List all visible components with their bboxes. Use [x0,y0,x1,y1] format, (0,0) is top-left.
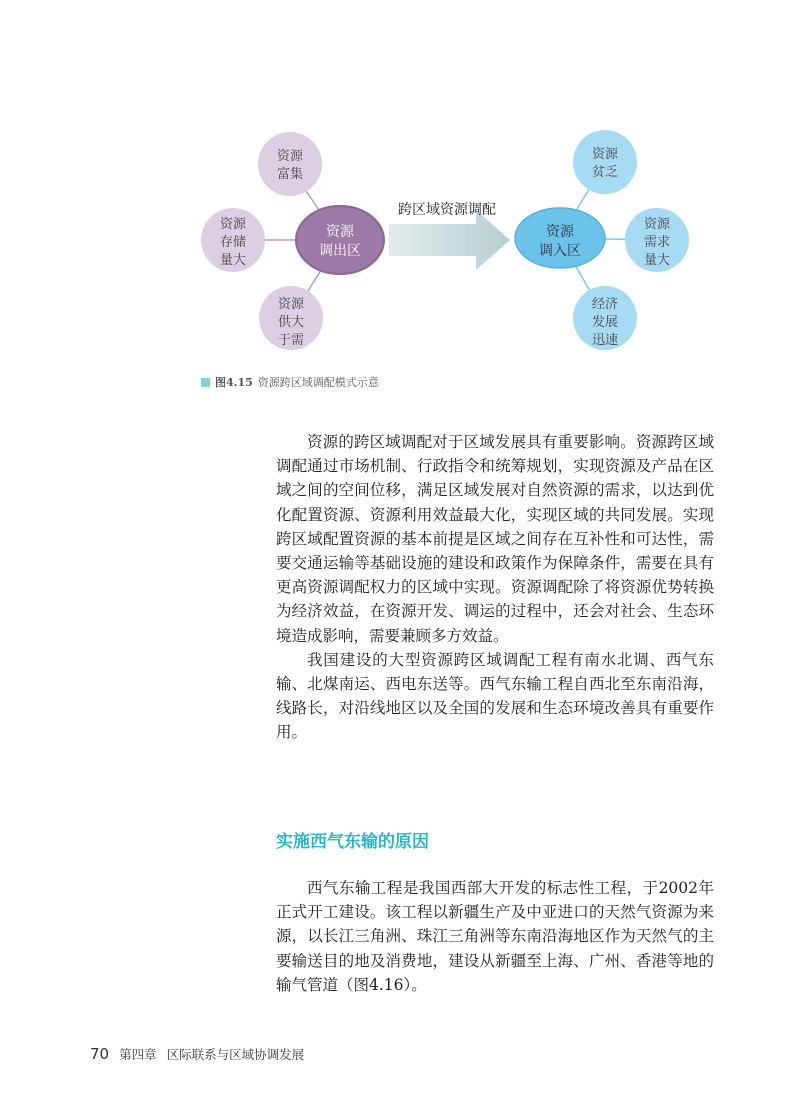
left-node-2-label-1: 资源 [219,217,247,232]
page-footer [90,1045,304,1063]
left-hub-label-2: 调出区 [319,243,361,259]
left-node-3-label-2: 供大 [277,315,305,330]
left-node-3-label-3: 于需 [277,333,305,348]
left-node-1-label-1: 资源 [276,149,304,164]
figure-number: 图4.15 [215,376,253,389]
paragraph-3: 西气东输工程是我国西部大开发的标志性工程，于2002年正式开工建设。该工程以新疆生产及中亚进口的天然气资源为来源，以长江三角洲、珠江三角洲等东南沿海地区作为天然气的主要输送目的地及消费地，建设从新疆至上海、广州、香港等地的输气管道（图4.16）。 [276,879,714,994]
right-node-1-label-2: 贫乏 [591,165,619,180]
right-node-2-label-2: 需求 [643,235,671,250]
resource-allocation-diagram [0,0,800,380]
right-hub-label-1: 资源 [546,224,574,240]
right-hub-label-2: 调入区 [539,243,581,259]
section-title: 实施西气东输的原因 [276,832,429,852]
left-node-1-label-2: 富集 [276,167,304,182]
right-node-1-label-1: 资源 [591,147,619,162]
paragraph-2: 我国建设的大型资源跨区域调配工程有南水北调、西气东输、北煤南运、西电东送等。西气东输工程自西北至东南沿海，线路长，对沿线地区以及全国的发展和生态环境改善具有重要作用。 [276,650,714,742]
right-node-1 [573,130,637,194]
left-hub-label-1: 资源 [326,224,354,240]
paragraph-1: 资源的跨区域调配对于区域发展具有重要影响。资源跨区域调配通过市场机制、行政指令和统筹规划，实现资源及产品在区域之间的空间位移，满足区域发展对自然资源的需求，以达到优化配置资源、资源利用效益最大化，实现区域的共同发展。实现跨区域配置资源的基本前提是区域之间存在互补性和可达性，需要交通运输等基础设施的建设和政策作为保障条件，需要在具有更高资源调配权力的区域中实现。资源调配除了将资源优势转换为经济效益，在资源开发、调运的过程中，还会对社会、生态环境造成影响，需要兼顾多方效益。 [276,433,714,645]
right-node-3-label-3: 迅速 [591,333,619,348]
right-node-3-label-1: 经济 [591,297,619,312]
left-node-2-label-3: 量大 [219,253,247,268]
chapter-title: 区际联系与区域协调发展 [166,1047,305,1062]
arrow-shape [389,210,510,270]
right-node-2-label-1: 资源 [643,217,671,232]
right-node-2-label-3: 量大 [643,253,671,268]
left-hub [296,206,384,274]
left-node-2-label-2: 存储 [219,235,247,250]
right-node-3-label-2: 发展 [591,315,619,330]
left-node-3-label-1: 资源 [277,297,305,312]
caption-text: 资源跨区域调配模式示意 [257,376,379,389]
body-text-block [276,430,714,745]
body-text-block-2 [276,876,714,997]
chapter-label: 第四章 [119,1047,157,1062]
arrow-label: 跨区域资源调配 [398,202,496,218]
figure-caption [201,374,379,390]
caption-marker [201,378,210,387]
page-number: 70 [90,1045,110,1063]
left-node-1 [258,132,322,196]
